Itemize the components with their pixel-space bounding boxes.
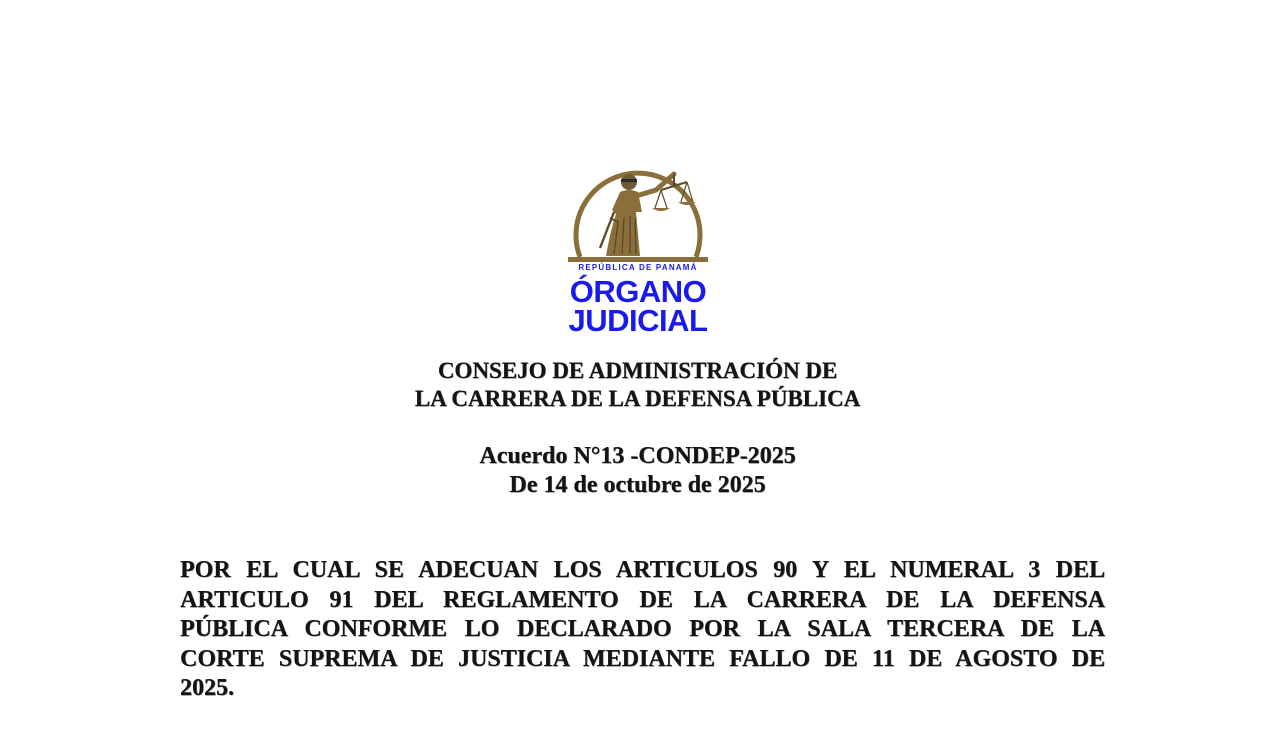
agreement-number: Acuerdo N°13 -CONDEP-2025 [479,443,796,469]
agreement-title [180,556,1105,704]
council-name-line-1: CONSEJO DE ADMINISTRACIÓN DE [437,358,838,383]
agreement-title-line: 2025. [180,675,234,701]
agreement-title-line: POR EL CUAL SE ADECUAN LOS ARTICULOS 90 Y EL NUMERAL 3 DEL [180,557,1105,583]
logo-word-judicial: JUDICIAL [568,303,708,338]
agreement-date: De 14 de octubre de 2025 [509,472,766,498]
organo-judicial-logo [566,152,710,338]
lady-justice-emblem-icon [566,152,710,272]
agreement-title-line: PÚBLICA CONFORME LO DECLARADO POR LA SALA TERCERA DE LA [180,616,1105,642]
logo-word-organo: ÓRGANO [569,274,707,309]
agreement-title-line: ARTICULO 91 DEL REGLAMENTO DE LA CARRERA DE LA DEFENSA [180,586,1105,613]
logo-country-text: REPÚBLICA DE PANAMÁ [578,263,698,272]
agreement-title-line: CORTE SUPREMA DE JUSTICIA MEDIANTE FALLO DE 11 DE AGOSTO DE [180,645,1105,672]
council-name-line-2: LA CARRERA DE LA DEFENSA PÚBLICA [414,386,861,411]
